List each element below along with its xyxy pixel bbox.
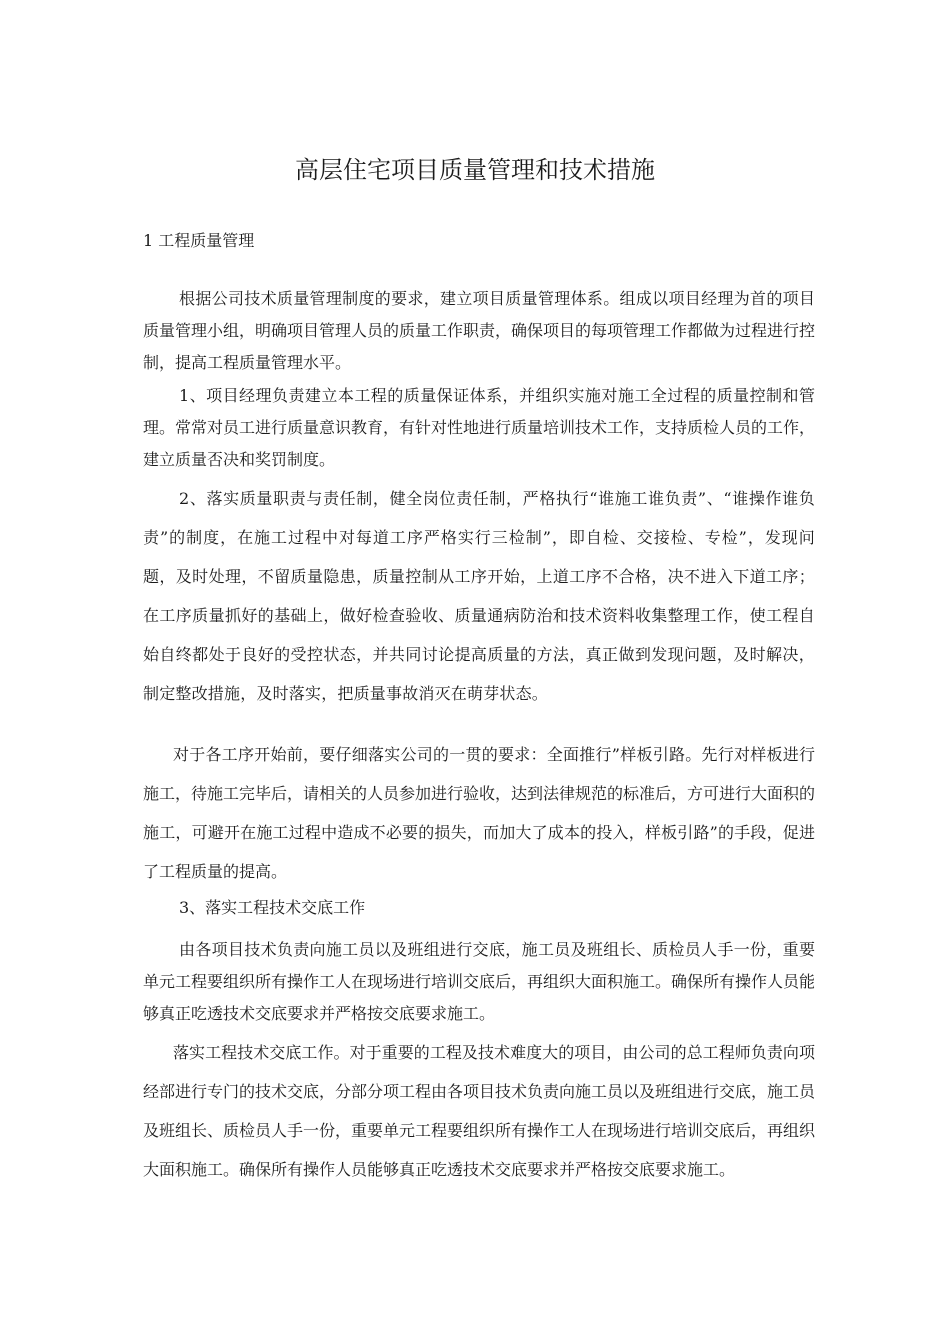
paragraph-technical-disclosure: 由各项目技术负责向施工员以及班组进行交底，施工员及班组长、质检员人手一份，重要单元工程要组织所有操作工人在现场进行培训交底后，再组织大面积施工。确保所有操作人员能够真正吃透技术交底要求并严格按交底要求施工。 [143, 940, 816, 1023]
paragraph-technical-disclosure-detail: 落实工程技术交底工作。对于重要的工程及技术难度大的项目，由公司的总工程师负责向项经部进行专门的技术交底，分部分项工程由各项目技术负责向施工员以及班组进行交底，施工员及班组长、质检员人手一份，重要单元工程要组织所有操作工人在现场进行培训交底后，再组织大面积施工。确保所有操作人员能够真正吃透技术交底要求并严格按交底要求施工。 [143, 1043, 816, 1179]
paragraph-sample-guidance: 对于各工序开始前，要仔细落实公司的一贯的要求：全面推行”样板引路。先行对样板进行施工，待施工完毕后，请相关的人员参加进行验收，达到法律规范的标准后，方可进行大面积的施工，可避开在施工过程中造成不必要的损失，而加大了成本的投入，样板引路”的手段，促进了工程质量的提高。 [143, 745, 816, 881]
paragraph-item-3: 3、落实工程技术交底工作 [179, 898, 366, 917]
section-heading: 1 工程质量管理 [143, 231, 255, 250]
paragraph-item-2: 2、落实质量职责与责任制，健全岗位责任制，严格执行“谁施工谁负责”、“谁操作谁负责”的制度，在施工过程中对每道工序严格实行三检制”，即自检、交接检、专检”，发现问题，及时处理，不留质量隐患，质量控制从工序开始，上道工序不合格，决不进入下道工序；在工序质量抓好的基础上，做好检查验收、质量通病防治和技术资料收集整理工作，使工程自始自终都处于良好的受控状态，并共同讨论提高质量的方法，真正做到发现问题，及时解决，制定整改措施，及时落实，把质量事故消灭在萌芽状态。 [143, 489, 815, 703]
paragraph-item-1: 1、项目经理负责建立本工程的质量保证体系，并组织实施对施工全过程的质量控制和管理。常常对员工进行质量意识教育，有针对性地进行质量培训技术工作，支持质检人员的工作，建立质量否决和奖罚制度。 [143, 386, 816, 469]
paragraph-intro: 根据公司技术质量管理制度的要求，建立项目质量管理体系。组成以项目经理为首的项目质量管理小组，明确项目管理人员的质量工作职责，确保项目的每项管理工作都做为过程进行控制，提高工程质量管理水平。 [143, 289, 816, 372]
document-title: 高层住宅项目质量管理和技术措施 [295, 156, 655, 184]
